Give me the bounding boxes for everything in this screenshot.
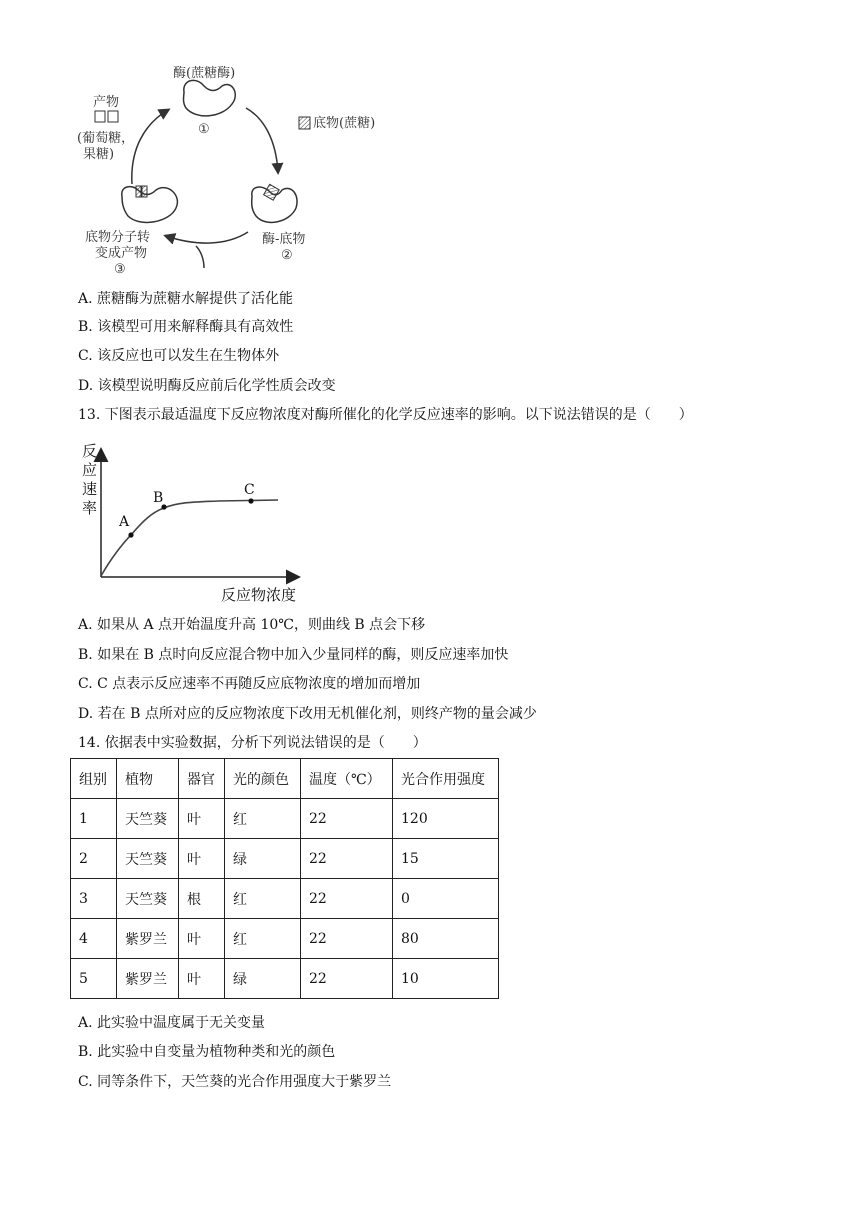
substrate-label: 底物(蔗糖) (313, 116, 376, 131)
table-cell: 4 (71, 919, 117, 959)
q12-option-a[interactable]: A. 蔗糖酶为蔗糖水解提供了活化能 (78, 291, 294, 307)
product-detail-2: 果糖) (83, 147, 115, 162)
table-cell: 红 (225, 799, 301, 839)
point-b-label: B (153, 490, 164, 506)
point-a-label: A (119, 514, 130, 530)
table-cell: 22 (301, 799, 393, 839)
converting-substrate-right (142, 186, 147, 197)
product-square-2 (108, 111, 118, 122)
convert-label-1: 底物分子转 (85, 230, 151, 245)
table-cell: 天竺葵 (117, 879, 179, 919)
complex-label: 酶-底物 (262, 232, 306, 247)
step-1-label: ① (198, 122, 210, 137)
q14-option-c[interactable]: C. 同等条件下，天竺葵的光合作用强度大于紫罗兰 (78, 1074, 392, 1090)
product-detail-1: (葡萄糖， (77, 131, 135, 146)
q12-option-b[interactable]: B. 该模型可用来解释酶具有高效性 (78, 319, 294, 335)
side-stem (196, 246, 204, 268)
table-cell: 根 (179, 879, 225, 919)
arrow-3-to-1 (132, 110, 168, 184)
point-a-dot (128, 532, 133, 537)
table-row (71, 839, 499, 879)
q13-option-b[interactable]: B. 如果在 B 点时向反应混合物中加入少量同样的酶，则反应速率加快 (78, 647, 509, 663)
q13-option-d[interactable]: D. 若在 B 点所对应的反应物浓度下改用无机催化剂，则终产物的量会减少 (78, 706, 537, 722)
table-cell: 0 (393, 879, 499, 919)
arrow-2-to-3 (166, 232, 248, 243)
bound-substrate (264, 184, 280, 200)
point-c-label: C (244, 482, 255, 498)
y-label-char-3: 速 (82, 480, 98, 498)
table-cell: 3 (71, 879, 117, 919)
point-c-dot (248, 498, 253, 503)
table-cell: 22 (301, 919, 393, 959)
step-3-label: ③ (114, 262, 126, 277)
y-label-char-1: 反 (82, 442, 98, 460)
table-row (71, 799, 499, 839)
table-cell: 22 (301, 959, 393, 999)
convert-label-2: 变成产物 (95, 246, 148, 261)
q13-option-c[interactable]: C. C 点表示反应速率不再随反应底物浓度的增加而增加 (78, 676, 421, 692)
table-cell: 2 (71, 839, 117, 879)
experiment-table (70, 758, 499, 999)
q13-stem: 13. 下图表示最适温度下反应物浓度对酶所催化的化学反应速率的影响。以下说法错误的是（ ） (78, 407, 693, 423)
table-row (71, 959, 499, 999)
table-header-row (71, 759, 499, 799)
enzyme-cycle-diagram (0, 0, 860, 285)
table-cell: 紫罗兰 (117, 919, 179, 959)
table-cell: 叶 (179, 839, 225, 879)
table-cell: 10 (393, 959, 499, 999)
header-cell: 植物 (117, 759, 179, 799)
table-cell: 22 (301, 839, 393, 879)
table-cell: 叶 (179, 919, 225, 959)
header-cell: 组别 (71, 759, 117, 799)
enzyme-shape-3 (122, 187, 178, 223)
q12-option-d[interactable]: D. 该模型说明酶反应前后化学性质会改变 (78, 378, 336, 394)
table-cell: 5 (71, 959, 117, 999)
table-cell: 叶 (179, 799, 225, 839)
table-cell: 绿 (225, 959, 301, 999)
arrow-1-to-2 (246, 108, 278, 172)
q14-option-b[interactable]: B. 此实验中自变量为植物种类和光的颜色 (78, 1044, 336, 1060)
header-cell: 温度（℃） (301, 759, 393, 799)
x-axis-label: 反应物浓度 (221, 586, 297, 604)
product-square-1 (95, 111, 105, 122)
header-cell: 光合作用强度 (393, 759, 499, 799)
table-cell: 80 (393, 919, 499, 959)
rate-chart (78, 440, 308, 608)
converting-substrate-left (136, 186, 141, 197)
rate-curve (101, 500, 278, 576)
table-cell: 红 (225, 879, 301, 919)
q13-option-a[interactable]: A. 如果从 A 点开始温度升高 10℃，则曲线 B 点会下移 (78, 617, 426, 633)
q14-option-a[interactable]: A. 此实验中温度属于无关变量 (78, 1015, 266, 1031)
header-cell: 器官 (179, 759, 225, 799)
rate-chart-graphic (78, 440, 308, 608)
table-row (71, 919, 499, 959)
enzyme-shape-1 (184, 80, 236, 116)
product-label: 产物 (93, 95, 120, 110)
table-cell: 绿 (225, 839, 301, 879)
table-cell: 天竺葵 (117, 799, 179, 839)
y-label-char-2: 应 (82, 461, 98, 479)
table-row (71, 879, 499, 919)
enzyme-label: 酶(蔗糖酶) (173, 66, 236, 81)
q12-option-c[interactable]: C. 该反应也可以发生在生物体外 (78, 348, 280, 364)
table-cell: 120 (393, 799, 499, 839)
header-cell: 光的颜色 (225, 759, 301, 799)
substrate-square (299, 117, 310, 129)
y-label-char-4: 率 (82, 499, 98, 517)
table-cell: 叶 (179, 959, 225, 999)
table-cell: 1 (71, 799, 117, 839)
table-cell: 紫罗兰 (117, 959, 179, 999)
table-cell: 天竺葵 (117, 839, 179, 879)
table-cell: 22 (301, 879, 393, 919)
y-axis-label (82, 442, 97, 518)
step-2-label: ② (281, 248, 293, 263)
table-cell: 红 (225, 919, 301, 959)
table-cell: 15 (393, 839, 499, 879)
q14-stem: 14. 依据表中实验数据，分析下列说法错误的是（ ） (78, 735, 427, 751)
